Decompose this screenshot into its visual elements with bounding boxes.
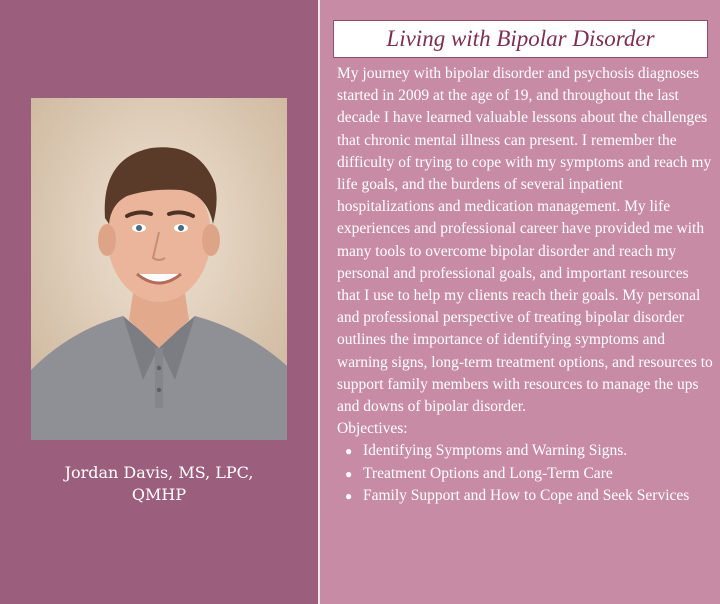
presenter-portrait-illustration — [31, 98, 287, 440]
objective-text: Family Support and How to Cope and Seek Services — [363, 486, 690, 504]
presenter-name-line1: Jordan Davis, MS, LPC, — [64, 463, 254, 482]
objective-item — [345, 485, 715, 507]
presenter-name-line2: QMHP — [131, 485, 187, 504]
bullet-icon: ● — [345, 466, 353, 481]
bullet-icon: ● — [345, 444, 353, 459]
title-box — [333, 20, 708, 58]
content-area — [337, 63, 715, 507]
objectives-heading: Objectives: — [337, 420, 408, 438]
objectives-list — [337, 440, 715, 507]
objective-item — [345, 463, 715, 485]
presenter-name — [0, 462, 318, 506]
objective-text: Treatment Options and Long-Term Care — [363, 464, 613, 482]
objective-item — [345, 440, 715, 462]
description-paragraph: My journey with bipolar disorder and psychosis diagnoses started in 2009 at the age of 19, and throughout the last decade I have learned valuable lessons about the challenges that chronic mental illness can present. I remember the difficulty of trying to cope with my symptoms and reach my life goals, and the burdens of several inpatient hospitalizations and medication management. My life experiences and professional career have provided me with many tools to overcome bipolar disorder and reach my personal and professional goals, and important resources that I use to help my clients reach their goals. My personal and professional perspective of treating bipolar disorder outlines the importance of identifying symptoms and warning signs, long-term treatment options, and resources to support family members with resources to manage the ups and downs of bipolar disorder. — [337, 65, 713, 416]
presenter-photo — [31, 98, 287, 440]
bullet-icon: ● — [345, 488, 353, 503]
page-title: Living with Bipolar Disorder — [386, 26, 655, 51]
objective-text: Identifying Symptoms and Warning Signs. — [363, 442, 628, 460]
